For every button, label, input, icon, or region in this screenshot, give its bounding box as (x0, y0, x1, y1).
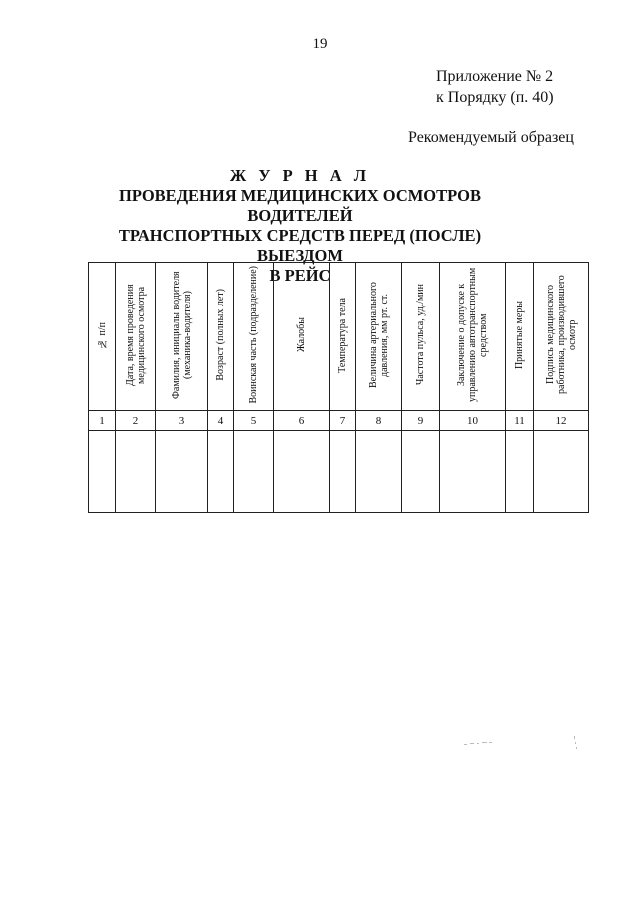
column-number-row (89, 411, 589, 431)
journal-table (88, 262, 589, 513)
column-number: 6 (274, 411, 330, 431)
header-label: Возраст (полных лет) (215, 289, 226, 381)
blank-cell (440, 431, 506, 513)
header-label: Частота пульса, уд./мин (415, 284, 426, 386)
column-number: 1 (89, 411, 116, 431)
header-cell (356, 263, 402, 411)
column-number: 11 (506, 411, 534, 431)
sample-label: Рекомендуемый образец (408, 129, 574, 146)
blank-cell (506, 431, 534, 513)
title-line-2: ПРОВЕДЕНИЯ МЕДИЦИНСКИХ ОСМОТРОВ ВОДИТЕЛЕЙ (119, 186, 481, 225)
header-label: Фамилия, инициалы водителя (механика-водителя) (170, 271, 193, 399)
header-cell (208, 263, 234, 411)
header-label: Воинская часть (подразделение) (248, 266, 259, 404)
title-line-1: Ж У Р Н А Л (229, 166, 371, 185)
page-number: 19 (312, 36, 328, 52)
header-label: Принятые меры (514, 300, 525, 370)
scan-artifact (462, 734, 582, 754)
title-line-3: ТРАНСПОРТНЫХ СРЕДСТВ ПЕРЕД (ПОСЛЕ) ВЫЕЗДОМ (118, 226, 482, 265)
column-number: 4 (208, 411, 234, 431)
column-number: 2 (116, 411, 156, 431)
header-label: Температура тела (337, 297, 348, 373)
header-row (89, 263, 589, 411)
blank-cell (356, 431, 402, 513)
header-label: № п/п (96, 321, 108, 349)
column-number: 9 (402, 411, 440, 431)
header-label: Величина артериального давления, мм рт. ст. (367, 282, 390, 388)
blank-cell (116, 431, 156, 513)
header-cell (402, 263, 440, 411)
header-label: Жалобы (296, 317, 307, 353)
blank-cell (534, 431, 589, 513)
column-number: 3 (156, 411, 208, 431)
blank-cell (208, 431, 234, 513)
appendix-reference (436, 66, 554, 108)
header-cell (89, 263, 116, 411)
header-cell (440, 263, 506, 411)
blank-cell (156, 431, 208, 513)
header-label: Дата, время проведения медицинского осмотра (124, 284, 147, 386)
blank-cell (274, 431, 330, 513)
blank-entry-row (89, 431, 589, 513)
header-cell (506, 263, 534, 411)
column-number: 12 (534, 411, 589, 431)
column-number: 5 (234, 411, 274, 431)
header-label: Заключение о допуске к управлению автотранспортным средством (456, 267, 489, 403)
column-number: 7 (330, 411, 356, 431)
column-number: 10 (440, 411, 506, 431)
appendix-line-1: Приложение № 2 (436, 68, 554, 85)
header-cell (534, 263, 589, 411)
blank-cell (89, 431, 116, 513)
header-cell (234, 263, 274, 411)
header-cell (116, 263, 156, 411)
appendix-line-2: к Порядку (п. 40) (436, 89, 554, 106)
header-cell (274, 263, 330, 411)
header-label: Подпись медицинского работника, производившего осмотр (544, 275, 578, 395)
header-cell (330, 263, 356, 411)
blank-cell (234, 431, 274, 513)
header-cell (156, 263, 208, 411)
column-number: 8 (356, 411, 402, 431)
blank-cell (330, 431, 356, 513)
blank-cell (402, 431, 440, 513)
title-line-4: В РЕЙС (269, 266, 331, 285)
